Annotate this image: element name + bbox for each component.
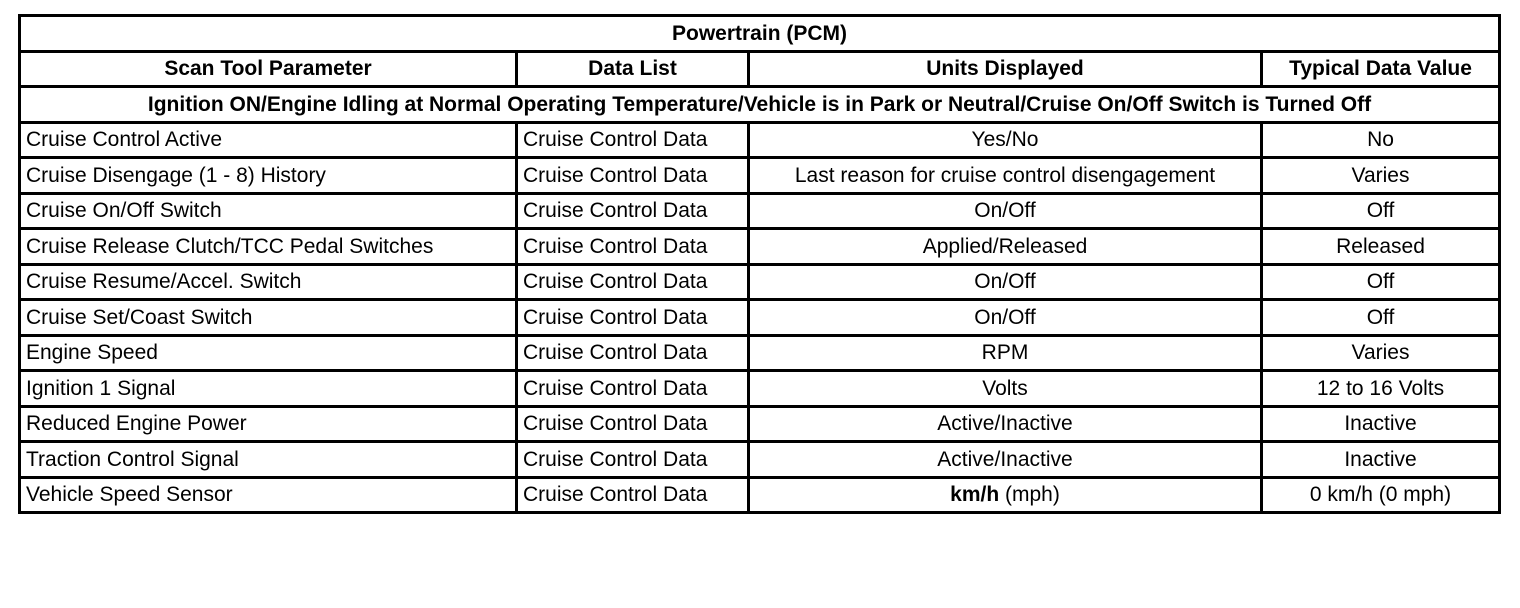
units-cell: On/Off — [749, 264, 1262, 300]
title-row — [20, 16, 1500, 52]
parameter-cell: Cruise Disengage (1 - 8) History — [20, 158, 517, 194]
data-list-cell: Cruise Control Data — [517, 477, 749, 513]
units-cell: On/Off — [749, 193, 1262, 229]
table-row — [20, 264, 1500, 300]
units-bold-part: km/h — [950, 483, 1000, 507]
data-list-cell: Cruise Control Data — [517, 122, 749, 158]
units-cell: Volts — [749, 371, 1262, 407]
units-cell: On/Off — [749, 300, 1262, 336]
typical-value-cell: 0 km/h (0 mph) — [1262, 477, 1500, 513]
header-data-list: Data List — [517, 51, 749, 87]
parameter-cell: Cruise Release Clutch/TCC Pedal Switches — [20, 229, 517, 265]
table-row — [20, 477, 1500, 513]
table-row — [20, 442, 1500, 478]
table-row — [20, 335, 1500, 371]
parameter-cell: Cruise On/Off Switch — [20, 193, 517, 229]
typical-value-cell: Inactive — [1262, 442, 1500, 478]
typical-value-cell: Off — [1262, 264, 1500, 300]
table-row — [20, 300, 1500, 336]
data-list-cell: Cruise Control Data — [517, 335, 749, 371]
units-cell: Last reason for cruise control disengagement — [749, 158, 1262, 194]
units-cell: Yes/No — [749, 122, 1262, 158]
table-row — [20, 122, 1500, 158]
condition-row — [20, 87, 1500, 123]
data-list-cell: Cruise Control Data — [517, 193, 749, 229]
typical-value-cell: Off — [1262, 300, 1500, 336]
typical-value-cell: Varies — [1262, 335, 1500, 371]
units-cell: Applied/Released — [749, 229, 1262, 265]
data-list-cell: Cruise Control Data — [517, 371, 749, 407]
data-list-cell: Cruise Control Data — [517, 300, 749, 336]
data-list-cell: Cruise Control Data — [517, 406, 749, 442]
table-row — [20, 158, 1500, 194]
typical-value-cell: Inactive — [1262, 406, 1500, 442]
parameter-cell: Cruise Control Active — [20, 122, 517, 158]
parameter-cell: Cruise Resume/Accel. Switch — [20, 264, 517, 300]
table-row — [20, 193, 1500, 229]
parameter-cell: Cruise Set/Coast Switch — [20, 300, 517, 336]
parameter-cell: Ignition 1 Signal — [20, 371, 517, 407]
units-rest-part: (mph) — [999, 483, 1060, 507]
typical-value-cell: Released — [1262, 229, 1500, 265]
header-scan-tool-parameter: Scan Tool Parameter — [20, 51, 517, 87]
header-typical-data-value: Typical Data Value — [1262, 51, 1500, 87]
header-row — [20, 51, 1500, 87]
table-row — [20, 371, 1500, 407]
data-list-cell: Cruise Control Data — [517, 442, 749, 478]
data-list-cell: Cruise Control Data — [517, 229, 749, 265]
typical-value-cell: 12 to 16 Volts — [1262, 371, 1500, 407]
typical-value-cell: Off — [1262, 193, 1500, 229]
typical-value-cell: No — [1262, 122, 1500, 158]
units-cell: Active/Inactive — [749, 442, 1262, 478]
powertrain-data-table — [18, 14, 1501, 514]
operating-condition: Ignition ON/Engine Idling at Normal Operating Temperature/Vehicle is in Park or Neutral/Cruise On/Off Switch is Turned Off — [20, 87, 1500, 123]
data-list-cell: Cruise Control Data — [517, 264, 749, 300]
table-row — [20, 229, 1500, 265]
data-list-cell: Cruise Control Data — [517, 158, 749, 194]
units-cell — [749, 477, 1262, 513]
table-title: Powertrain (PCM) — [20, 16, 1500, 52]
typical-value-cell: Varies — [1262, 158, 1500, 194]
units-cell: Active/Inactive — [749, 406, 1262, 442]
header-units-displayed: Units Displayed — [749, 51, 1262, 87]
table-row — [20, 406, 1500, 442]
parameter-cell: Engine Speed — [20, 335, 517, 371]
units-cell: RPM — [749, 335, 1262, 371]
parameter-cell: Vehicle Speed Sensor — [20, 477, 517, 513]
parameter-cell: Reduced Engine Power — [20, 406, 517, 442]
parameter-cell: Traction Control Signal — [20, 442, 517, 478]
